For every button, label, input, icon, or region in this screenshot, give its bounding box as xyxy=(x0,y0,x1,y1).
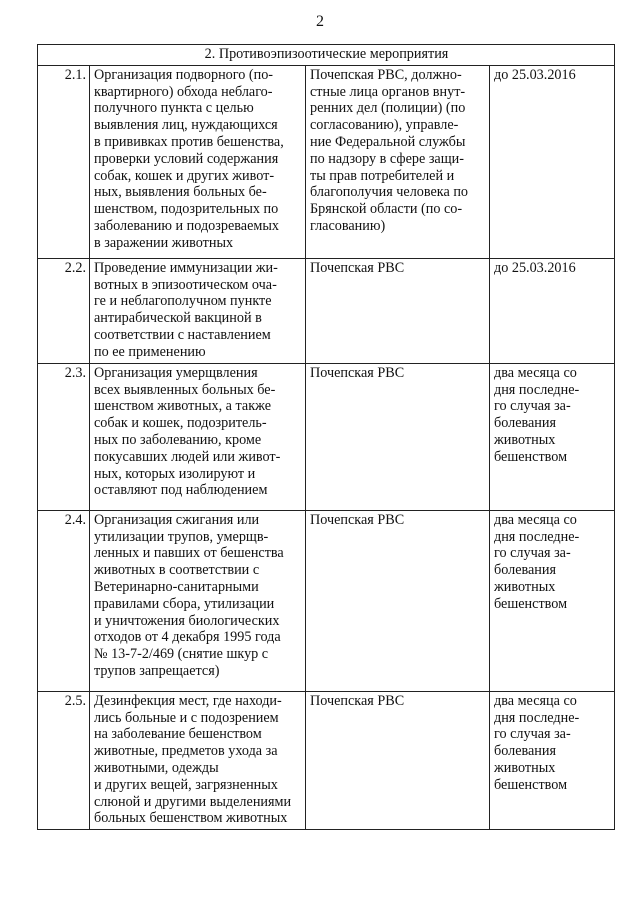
measure-description-line: ных, которых изолируют и xyxy=(94,465,256,482)
deadline-line: дня последне- xyxy=(494,528,580,545)
executor xyxy=(306,363,490,510)
measure-description xyxy=(90,363,306,510)
item-number: 2.5. xyxy=(38,691,90,829)
measure-description-line: трупов запрещается) xyxy=(94,662,220,679)
deadline-line: животных xyxy=(494,759,556,776)
executor xyxy=(306,65,490,258)
executor-line: Почепская РВС, должно- xyxy=(310,66,462,83)
deadline xyxy=(490,691,615,829)
measure-description-line: соответствии с наставлением xyxy=(94,326,271,343)
measure-description xyxy=(90,65,306,258)
page-number: 2 xyxy=(316,13,324,30)
measure-description-line: № 13-7-2/469 (снятие шкур с xyxy=(94,646,269,663)
item-number: 2.2. xyxy=(38,258,90,363)
measure-description-line: по ее применению xyxy=(94,343,206,360)
measure-description-line: покусавших людей или живот- xyxy=(94,448,281,465)
measure-description-line: в прививках против бешенства, xyxy=(94,133,284,150)
deadline-line: животных xyxy=(494,578,556,595)
measures-table xyxy=(37,44,615,830)
measure-description-line: на заболевание бешенством xyxy=(94,726,262,743)
deadline-line: два месяца со xyxy=(494,364,577,381)
measure-description-line: оставляют под наблюдением xyxy=(94,482,268,499)
table-row xyxy=(38,691,615,829)
measure-description-line: получного пункта с целью xyxy=(94,100,254,117)
deadline-line: дня последне- xyxy=(494,709,580,726)
executor-line: стные лица органов внут- xyxy=(310,83,466,100)
deadline-line: животных xyxy=(494,431,556,448)
measure-description-line: ге и неблагополучном пункте xyxy=(94,293,272,310)
measure-description xyxy=(90,691,306,829)
deadline-line: два месяца со xyxy=(494,692,577,709)
deadline xyxy=(490,65,615,258)
deadline-line: до 25.03.2016 xyxy=(494,66,576,83)
executor-line: Почепская РВС xyxy=(310,364,405,381)
executor-line: ренних дел (полиции) (по xyxy=(310,100,466,117)
deadline-line: бешенством xyxy=(494,595,568,612)
deadline-line: дня последне- xyxy=(494,381,580,398)
measure-description-line: животными, одежды xyxy=(94,759,219,776)
executor xyxy=(306,258,490,363)
deadline-line: бешенством xyxy=(494,776,568,793)
measure-description-line: лись больные и с подозрением xyxy=(94,709,279,726)
measure-description-line: Проведение иммунизации жи- xyxy=(94,259,278,276)
deadline-line: го случая за- xyxy=(494,726,571,743)
measure-description-line: собак и кошек, подозритель- xyxy=(94,415,267,432)
measure-description-line: выявления лиц, нуждающихся xyxy=(94,117,278,134)
measure-description-line: больных бешенством животных xyxy=(94,810,288,827)
deadline-line: до 25.03.2016 xyxy=(494,259,576,276)
section-title: 2. Противоэпизоотические мероприятия xyxy=(38,45,615,66)
measure-description-line: и других вещей, загрязненных xyxy=(94,776,278,793)
deadline-line: два месяца со xyxy=(494,511,577,528)
measure-description-line: квартирного) обхода неблаго- xyxy=(94,83,273,100)
measure-description xyxy=(90,510,306,691)
measure-description-line: ных по заболеванию, кроме xyxy=(94,431,262,448)
executor-line: гласованию) xyxy=(310,217,386,234)
measure-description-line: вотных в эпизоотическом оча- xyxy=(94,276,277,293)
measure-description-line: Организация умерщвления xyxy=(94,364,258,381)
measure-description-line: Ветеринарно-санитарными xyxy=(94,578,259,595)
executor-line: Почепская РВС xyxy=(310,511,405,528)
deadline-line: болевания xyxy=(494,562,557,579)
measure-description-line: животные, предметов ухода за xyxy=(94,743,278,760)
measure-description-line: антирабической вакциной в xyxy=(94,310,262,327)
deadline-line: го случая за- xyxy=(494,545,571,562)
executor-line: ты прав потребителей и xyxy=(310,167,455,184)
item-number: 2.1. xyxy=(38,65,90,258)
deadline-line: бешенством xyxy=(494,448,568,465)
table-row xyxy=(38,363,615,510)
measure-description-line: собак, кошек и других живот- xyxy=(94,167,275,184)
measure-description xyxy=(90,258,306,363)
measure-description-line: отходов от 4 декабря 1995 года xyxy=(94,629,281,646)
executor-line: Почепская РВС xyxy=(310,259,405,276)
executor-line: согласованию), управле- xyxy=(310,117,459,134)
measure-description-line: Организация сжигания или xyxy=(94,511,260,528)
executor-line: Почепская РВС xyxy=(310,692,405,709)
item-number: 2.3. xyxy=(38,363,90,510)
measure-description-line: утилизации трупов, умерщв- xyxy=(94,528,269,545)
measure-description-line: и уничтожения биологических xyxy=(94,612,280,629)
executor-line: ние Федеральной службы xyxy=(310,133,466,150)
deadline-line: го случая за- xyxy=(494,398,571,415)
measure-description-line: ленных и павших от бешенства xyxy=(94,545,284,562)
measure-description-line: ных, выявления больных бе- xyxy=(94,184,267,201)
executor-line: по надзору в сфере защи- xyxy=(310,150,464,167)
executor xyxy=(306,510,490,691)
deadline xyxy=(490,258,615,363)
measure-description-line: животных в соответствии с xyxy=(94,562,260,579)
table-row xyxy=(38,258,615,363)
table-row xyxy=(38,510,615,691)
measure-description-line: Организация подворного (по- xyxy=(94,66,274,83)
measure-description-line: Дезинфекция мест, где находи- xyxy=(94,692,282,709)
measure-description-line: правилами сбора, утилизации xyxy=(94,595,275,612)
deadline xyxy=(490,363,615,510)
measure-description-line: в заражении животных xyxy=(94,234,234,251)
deadline-line: болевания xyxy=(494,415,557,432)
executor-line: благополучия человека по xyxy=(310,184,469,201)
measure-description-line: всех выявленных больных бе- xyxy=(94,381,276,398)
measure-description-line: слюной и другими выделениями xyxy=(94,793,292,810)
executor xyxy=(306,691,490,829)
deadline-line: болевания xyxy=(494,743,557,760)
deadline xyxy=(490,510,615,691)
item-number: 2.4. xyxy=(38,510,90,691)
measure-description-line: шенством, подозрительных по xyxy=(94,201,279,218)
table-row xyxy=(38,65,615,258)
executor-line: Брянской области (по со- xyxy=(310,201,463,218)
measure-description-line: шенством животных, а также xyxy=(94,398,271,415)
measure-description-line: заболеванию и подозреваемых xyxy=(94,217,279,234)
measure-description-line: проверки условий содержания xyxy=(94,150,279,167)
section-header-row xyxy=(38,45,615,66)
